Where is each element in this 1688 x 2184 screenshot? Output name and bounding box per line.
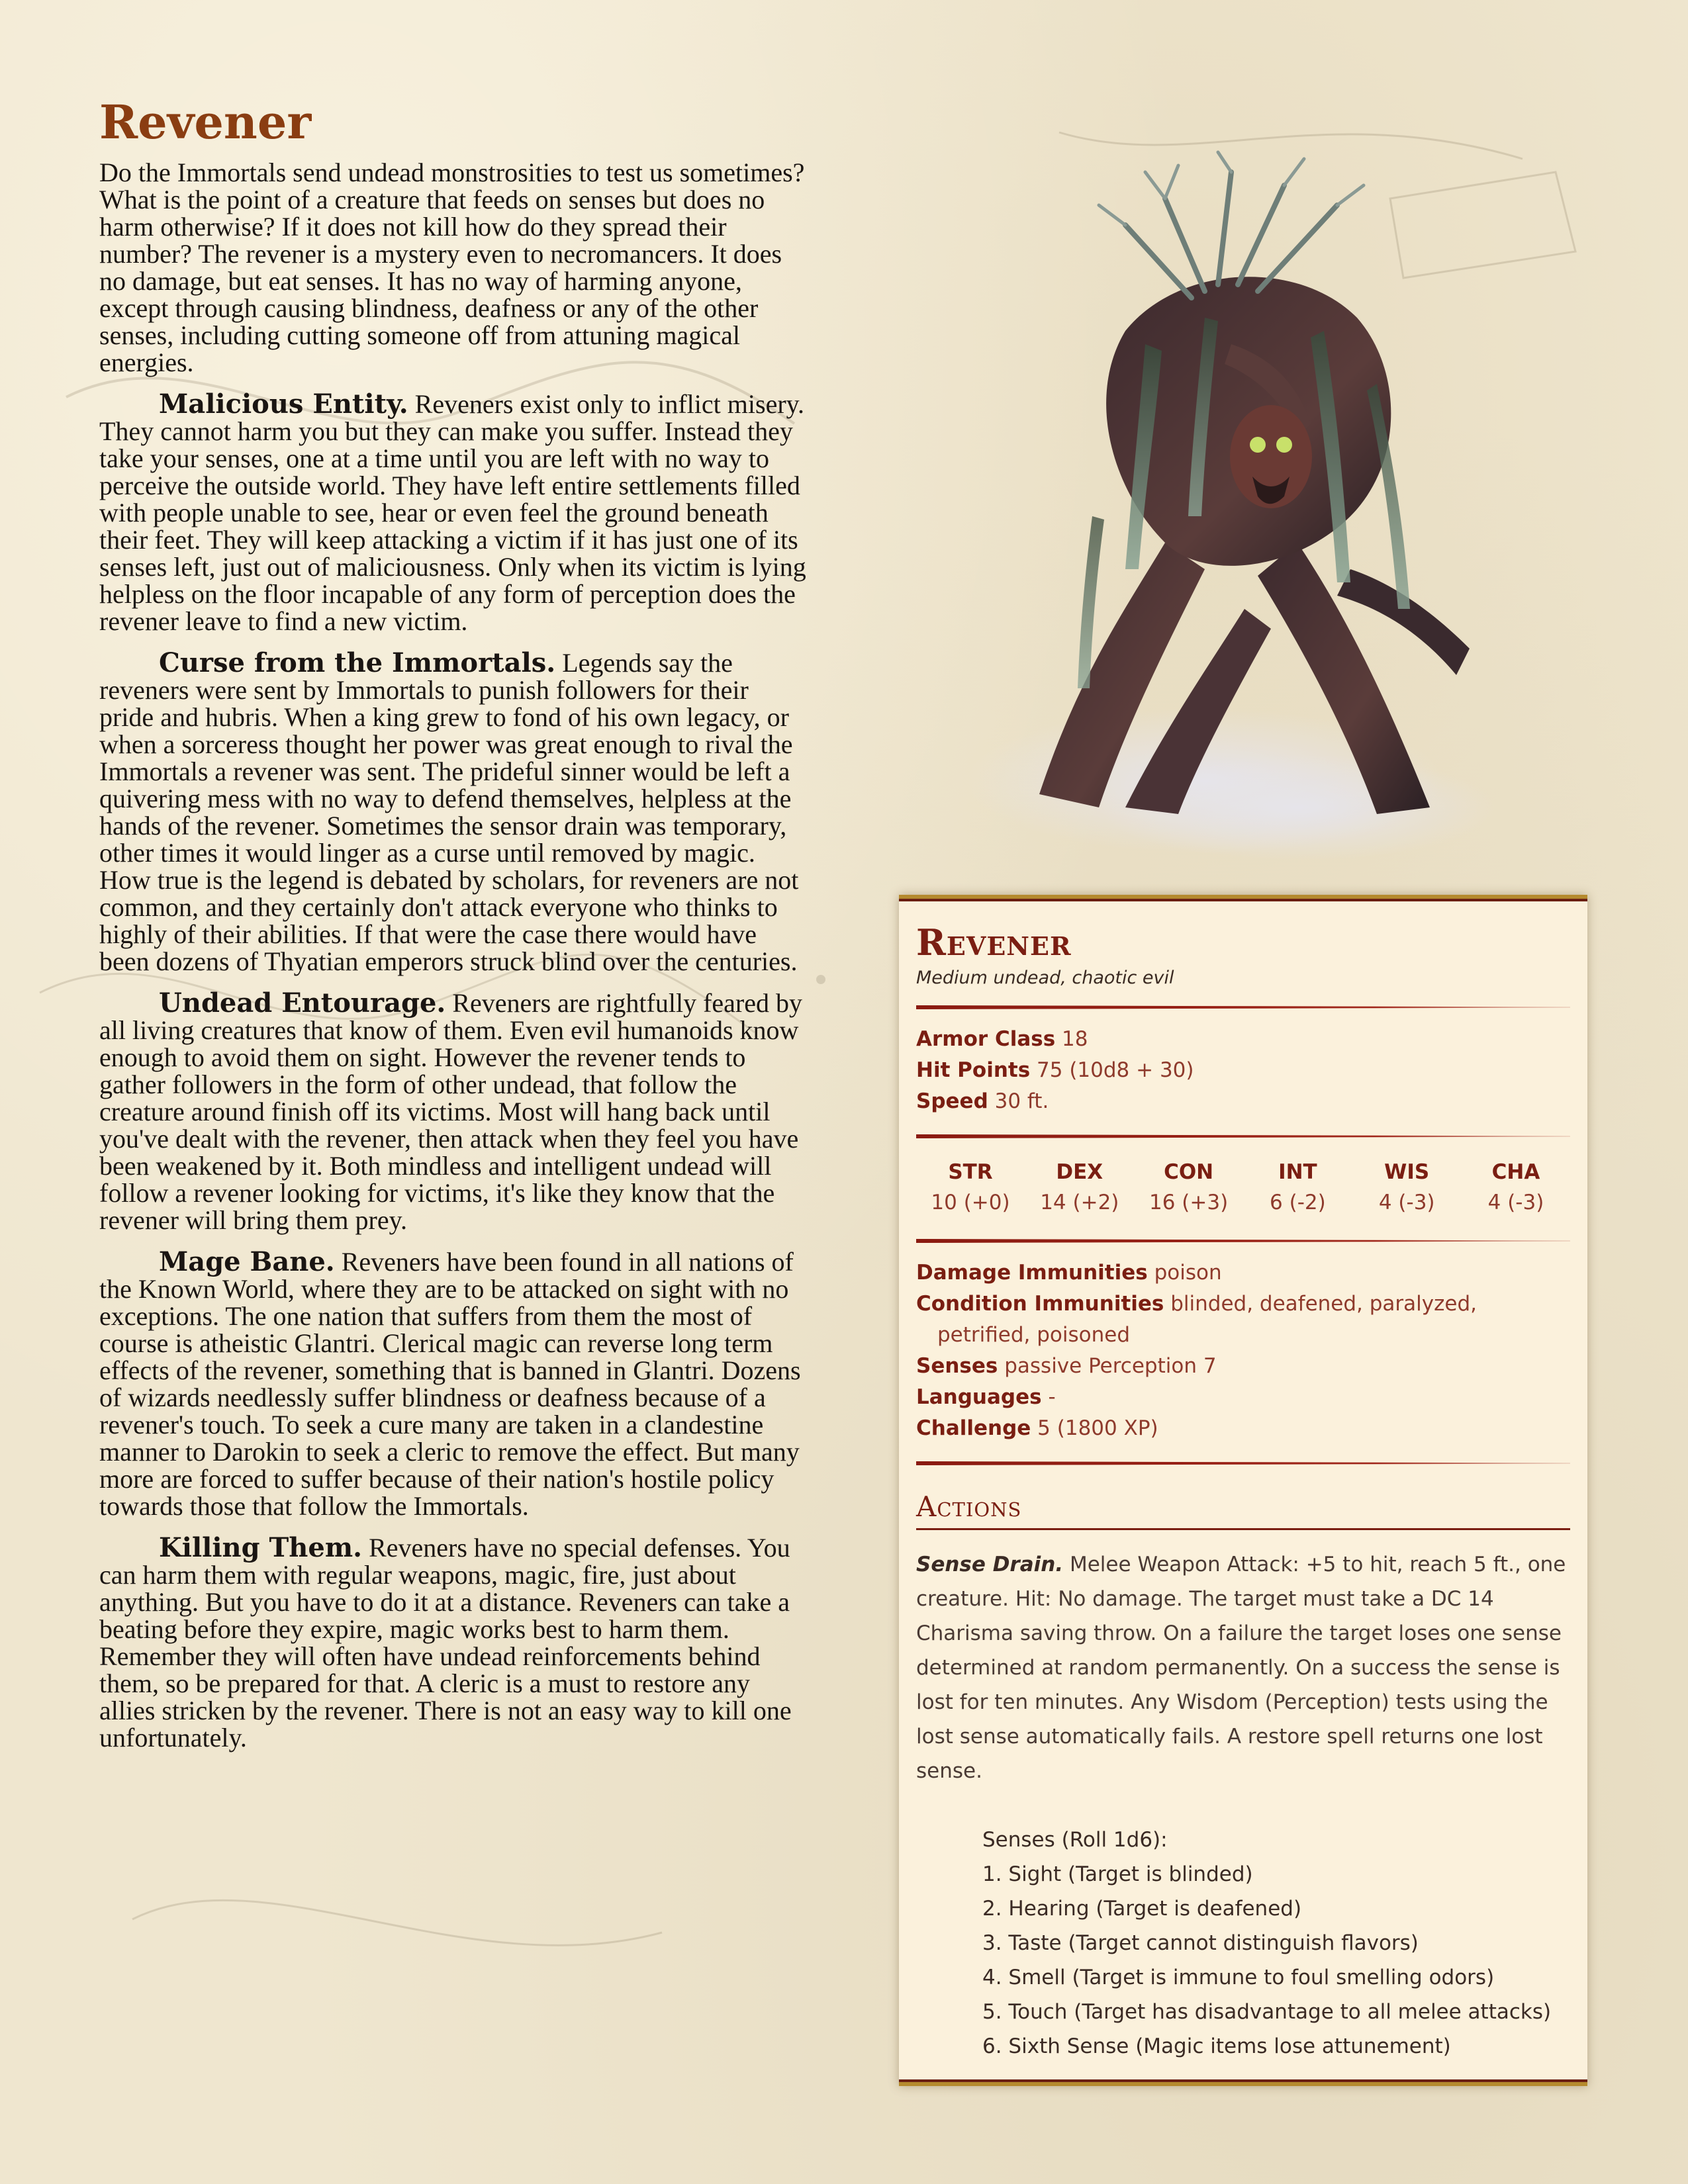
prop-value: blinded, deafened, paralyzed, petrified, poisoned	[937, 1292, 1477, 1347]
prop-value: poison	[1154, 1261, 1222, 1285]
action-name: Sense Drain.	[916, 1553, 1064, 1576]
section-lead: Mage Bane.	[159, 1246, 335, 1277]
ability-str	[916, 1157, 1025, 1218]
prop-label: Challenge	[916, 1416, 1031, 1440]
speed	[916, 1086, 1570, 1117]
section-lead: Killing Them.	[159, 1532, 363, 1563]
ability-name: STR	[948, 1160, 993, 1184]
tapered-rule	[916, 1239, 1570, 1243]
ability-score: 14 (+2)	[1040, 1191, 1119, 1214]
senses-table-item: 2. Hearing (Target is deafened)	[982, 1897, 1302, 1921]
section-lead: Malicious Entity.	[159, 388, 408, 420]
ability-name: INT	[1278, 1160, 1317, 1184]
lore-text	[99, 159, 808, 1751]
prop-value: passive Perception 7	[1004, 1354, 1217, 1378]
languages	[916, 1382, 1570, 1413]
prop-label: Hit Points	[916, 1058, 1031, 1082]
actions-heading: Actions	[916, 1490, 1570, 1530]
tapered-rule	[916, 1134, 1570, 1138]
armor-class	[916, 1024, 1570, 1055]
prop-label: Languages	[916, 1385, 1042, 1409]
senses	[916, 1351, 1570, 1382]
ability-name: WIS	[1384, 1160, 1430, 1184]
ability-cha	[1462, 1157, 1570, 1218]
section-text: Reveners exist only to inflict misery. They cannot harm you but they can make you suffer. Instead they take your senses, one at a time until you are left with no way to perceive the outside world. They have left entire settlements filled with people unable to see, hear or even feel the ground beneath their feet. They will keep attacking a victim if it has just one of its senses left, just out of maliciousness. Only when its victim is lying helpless on the floor incapable of any form of perception does the revener leave to find a new victim.	[99, 389, 806, 636]
lore-section-mage-bane	[99, 1248, 808, 1520]
section-text: Reveners have no special defenses. You can harm them with regular weapons, magic, fire, just about anything. But you have to do it at a distance. Reveners can take a beating before they expire, magic works best to harm them. Remember they will often have undead reinforcements behind them, so be prepared for that. A cleric is a must to restore any allies stricken by the revener. There is not an easy way to kill one unfortunately.	[99, 1533, 792, 1752]
ability-dex	[1025, 1157, 1134, 1218]
prop-value: 5 (1800 XP)	[1037, 1416, 1158, 1440]
prop-value: -	[1048, 1385, 1056, 1409]
senses-table-item: 6. Sixth Sense (Magic items lose attunement)	[982, 2034, 1451, 2058]
lore-intro: Do the Immortals send undead monstrosities to test us sometimes? What is the point of a creature that feeds on senses but does no harm otherwise? If it does not kill how do they spread their number? The revener is a mystery even to necromancers. It does no damage, but eat senses. It has no way of harming anyone, except through causing blindness, deafness or any of the other senses, including cutting someone off from attuning magical energies.	[99, 158, 805, 377]
senses-table-item: 3. Taste (Target cannot distinguish flavors)	[982, 1931, 1419, 1955]
senses-table-item: 4. Smell (Target is immune to foul smelling odors)	[982, 1966, 1495, 1989]
ability-scores	[916, 1153, 1570, 1222]
prop-value: 75 (10d8 + 30)	[1037, 1058, 1194, 1082]
section-text: Reveners have been found in all nations of the Known World, where they are to be attacked on sight with no exceptions. The one nation that suffers from them the most of course is atheistic Glantri. Clerical magic can reverse long term effects of the revener, something that is banned in Glantri. Dozens of wizards needlessly suffer blindness or deafness because of a revener's touch. To seek a cure many are taken in a clandestine manner to Darokin to seek a cleric to remove the effect. But many more are forced to suffer because of their nation's hostile policy towards those that follow the Immortals.	[99, 1247, 801, 1521]
left-column	[99, 95, 808, 1766]
ability-name: CHA	[1491, 1160, 1540, 1184]
section-text: Legends say the reveners were sent by Immortals to punish followers for their pride and hubris. When a king grew to fond of his own legacy, or when a sorceress thought her power was great enough to rival the Immortals a revener was sent. The prideful sinner would be left a quivering mess with no way to defend themselves, helpless at the hands of the revener. Sometimes the sensor drain was temporary, other times it would linger as a curse until removed by magic. How true is the legend is debated by scholars, for reveners are not common, and they certainly don't attack everyone who thinks to highly of their abilities. If that were the case there would have been dozens of Thyatian emperors struck blind over the centuries.	[99, 648, 799, 976]
ability-wis	[1352, 1157, 1461, 1218]
page-title: Revener	[99, 95, 312, 150]
lore-section-killing-them	[99, 1534, 808, 1751]
prop-value: 18	[1062, 1027, 1088, 1051]
senses-table-item: 1. Sight (Target is blinded)	[982, 1862, 1253, 1886]
prop-label: Damage Immunities	[916, 1261, 1148, 1285]
ability-score: 16 (+3)	[1149, 1191, 1229, 1214]
ability-con	[1135, 1157, 1243, 1218]
prop-label: Armor Class	[916, 1027, 1056, 1051]
senses-table-item: 5. Touch (Target has disadvantage to all melee attacks)	[982, 2000, 1552, 2024]
ability-int	[1243, 1157, 1352, 1218]
lore-section-malicious-entity	[99, 390, 808, 635]
ability-score: 10 (+0)	[931, 1191, 1010, 1214]
senses-table-title: Senses (Roll 1d6):	[982, 1828, 1168, 1852]
creature-name: Revener	[916, 921, 1072, 964]
challenge	[916, 1413, 1570, 1444]
creature-type: Medium undead, chaotic evil	[916, 968, 1174, 988]
tapered-rule	[916, 1461, 1570, 1465]
ability-score: 4 (-3)	[1378, 1191, 1435, 1214]
ability-name: CON	[1164, 1160, 1214, 1184]
revener-creature-illustration	[927, 146, 1562, 874]
action-sense-drain	[916, 1547, 1570, 1788]
stat-block	[899, 895, 1587, 2086]
ability-score: 6 (-2)	[1270, 1191, 1326, 1214]
ability-name: DEX	[1056, 1160, 1103, 1184]
prop-label: Condition Immunities	[916, 1292, 1164, 1316]
condition-immunities	[916, 1289, 1570, 1351]
tapered-rule	[916, 1005, 1570, 1009]
damage-immunities	[916, 1257, 1570, 1289]
section-text: Reveners are rightfully feared by all living creatures that know of them. Even evil humanoids know enough to avoid them on sight. However the revener tends to gather followers in the form of other undead, that follow the creature around finish off its victims. Most will hang back until you've dealt with the revener, then attack when they feel you have been weakened by it. Both mindless and intelligent undead will follow a revener looking for victims, it's like they know that the revener will bring them prey.	[99, 988, 802, 1235]
hit-points	[916, 1055, 1570, 1086]
prop-value: 30 ft.	[994, 1089, 1049, 1113]
lore-section-curse	[99, 649, 808, 975]
section-lead: Curse from the Immortals.	[159, 647, 556, 678]
section-lead: Undead Entourage.	[159, 987, 446, 1019]
prop-label: Speed	[916, 1089, 988, 1113]
action-text: Melee Weapon Attack: +5 to hit, reach 5 ft., one creature. Hit: No damage. The target must take a DC 14 Charisma saving throw. On a failure the target loses one sense determined at random permanently. On a success the sense is lost for ten minutes. Any Wisdom (Perception) tests using the lost sense automatically fails. A restore spell returns one lost sense.	[916, 1553, 1566, 1783]
ability-score: 4 (-3)	[1487, 1191, 1544, 1214]
prop-label: Senses	[916, 1354, 998, 1378]
senses-roll-table	[916, 1823, 1570, 2064]
lore-section-undead-entourage	[99, 989, 808, 1234]
